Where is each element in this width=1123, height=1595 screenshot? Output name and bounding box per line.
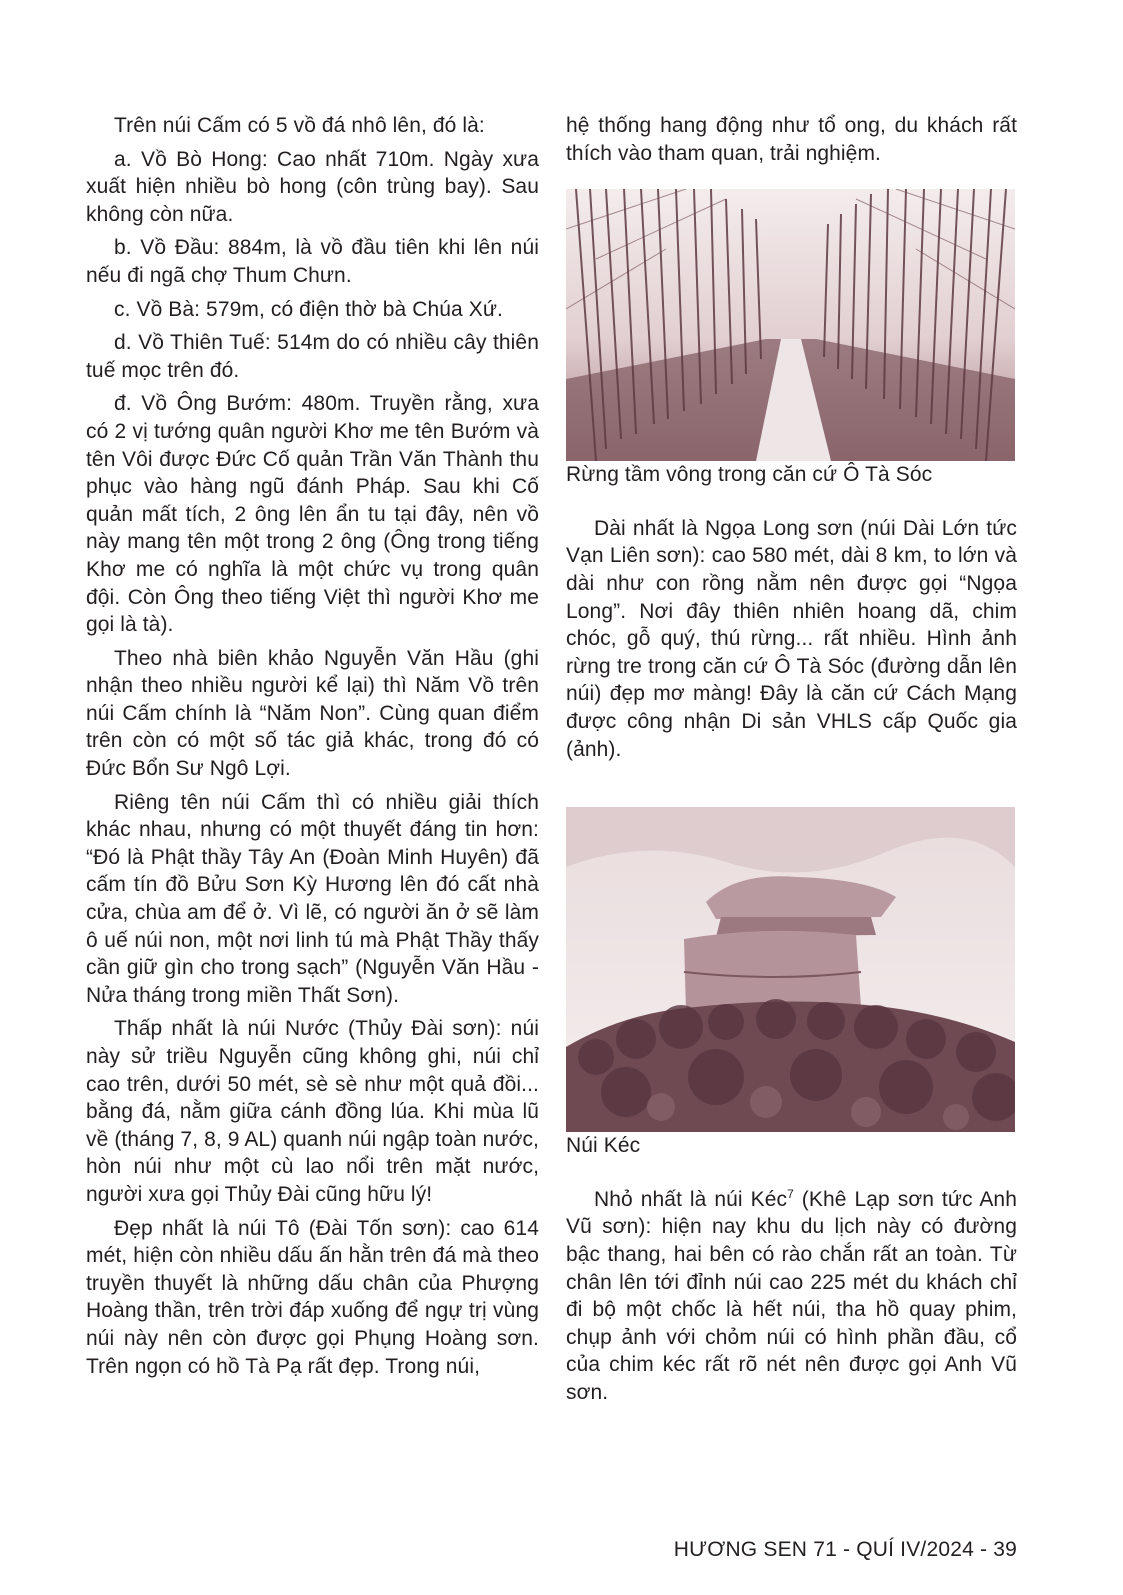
paragraph-ngoa-long: Dài nhất là Ngọa Long sơn (núi Dài Lớn tức Vạn Liên sơn): cao 580 mét, dài 8 km, to lớn và dài như con rồng nằm nên được gọi “Ngọa Long”. Nơi đây thiên nhiên hoang dã, chim chóc, gỗ quý, thú rừng... rất nhiều. Hình ảnh rừng tre trong căn cứ Ô Tà Sóc (đường dẫn lên núi) đẹp mơ màng! Đây là căn cứ Cách Mạng được công nhận Di sản VHLS cấp Quốc gia (ảnh). <box>566 516 1017 761</box>
paragraph-intro: Trên núi Cấm có 5 vồ đá nhô lên, đó là: <box>114 114 485 137</box>
nui-kec-photo-caption: Núi Kéc <box>566 1134 641 1158</box>
paragraph-vo-ba: c. Vồ Bà: 579m, có điện thờ bà Chúa Xứ. <box>114 297 503 321</box>
right-column <box>566 112 1017 1412</box>
bamboo-photo-caption: Rừng tầm vông trong căn cứ Ô Tà Sóc <box>566 463 933 487</box>
paragraph-vo-ong-buom: đ. Vồ Ông Bướm: 480m. Truyền rằng, xưa có 2 vị tướng quân người Khơ me tên Bướm và tên Vôi được Đức Cố quản Trần Văn Thành thu phục vào hàng ngũ đánh Pháp. Sau khi Cố quản mất tích, 2 ông lên ẩn tu tại đây, nên vồ này mang tên một trong 2 ông (Ông trong tiếng Khơ me có nghĩa là một chức vụ trong quân đội. Còn Ông theo tiếng Việt thì người Khơ me gọi là tà). <box>86 392 539 637</box>
bamboo-forest-image <box>566 189 1015 461</box>
paragraph-nam-non: Theo nhà biên khảo Nguyễn Văn Hầu (ghi nhận theo nhiều người kể lại) thì Năm Vồ trên núi Cấm chính là “Năm Non”. Cùng quan điểm trên còn có một số tác giả khác, trong đó có Đức Bổn Sư Ngô Lợi. <box>86 646 539 781</box>
paragraph-continuation: hệ thống hang động như tổ ong, du khách rất thích vào tham quan, trải nghiệm. <box>566 114 1017 165</box>
paragraph-vo-dau: b. Vồ Đầu: 884m, là vồ đầu tiên khi lên núi nếu đi ngã chợ Thum Chưn. <box>86 236 539 287</box>
paragraph-nui-kec-start: Nhỏ nhất là núi Kéc <box>594 1187 788 1211</box>
page-footer: HƯƠNG SEN 71 - QUÍ IV/2024 - 39 <box>673 1538 1017 1561</box>
paragraph-nui-nuoc: Thấp nhất là núi Nước (Thủy Đài sơn): núi này sử triều Nguyễn cũng không ghi, núi chỉ cao trên, dưới 50 mét, sè sè như một quả đồi... bằng đá, nằm giữa cánh đồng lúa. Khi mùa lũ về (tháng 7, 8, 9 AL) quanh núi ngập toàn nước, hòn núi như một cù lao nổi trên mặt nước, người xưa gọi Thủy Đài cũng hữu lý! <box>86 1017 539 1206</box>
footnote-marker: 7 <box>787 1186 794 1201</box>
paragraph-vo-bo-hong: a. Vồ Bò Hong: Cao nhất 710m. Ngày xưa xuất hiện nhiều bò hong (côn trùng bay). Sau không còn nữa. <box>86 147 539 226</box>
nui-kec-image <box>566 807 1015 1132</box>
paragraph-nui-cam-name: Riêng tên núi Cấm thì có nhiều giải thích khác nhau, nhưng có một thuyết đáng tin hơn: “Đó là Phật thầy Tây An (Đoàn Minh Huyên) đã cấm tín đồ Bửu Sơn Kỳ Hương lên đó cất nhà cửa, chùa am để ở. Vì lẽ, có người ăn ở sẽ làm ô uế núi non, một nơi linh tú mà Phật Thầy thấy cần giữ gìn cho trong sạch” (Nguyễn Văn Hầu - Nửa tháng trong miền Thất Sơn). <box>86 790 539 1007</box>
paragraph-nui-to: Đẹp nhất là núi Tô (Đài Tốn sơn): cao 614 mét, hiện còn nhiều dấu ấn hằn trên đá mà theo truyền thuyết là những dấu chân của Phượng Hoàng thần, trên trời đáp xuống để ngự trị vùng núi này nên còn được gọi Phụng Hoàng sơn. Trên ngọn có hồ Tà Pạ rất đẹp. Trong núi, <box>86 1216 539 1378</box>
paragraph-nui-kec-rest: (Khê Lạp sơn tức Anh Vũ sơn): hiện nay khu du lịch này có đường bậc thang, hai bên có rào chắn rất an toàn. Từ chân lên tới đỉnh núi cao 225 mét du khách chỉ đi bộ một chốc là hết núi, tha hồ quay phim, chụp ảnh với chỏm núi có hình phần đầu, cổ của chim kéc rất rõ nét nên được gọi Anh Vũ sơn. <box>566 1187 1017 1404</box>
left-column <box>86 112 539 1386</box>
paragraph-vo-thien-tue: d. Vồ Thiên Tuế: 514m do có nhiều cây thiên tuế mọc trên đó. <box>86 331 539 382</box>
nui-kec-photo <box>566 807 1015 1132</box>
bamboo-forest-photo <box>566 189 1015 461</box>
paragraph-nui-kec <box>566 1186 1017 1407</box>
